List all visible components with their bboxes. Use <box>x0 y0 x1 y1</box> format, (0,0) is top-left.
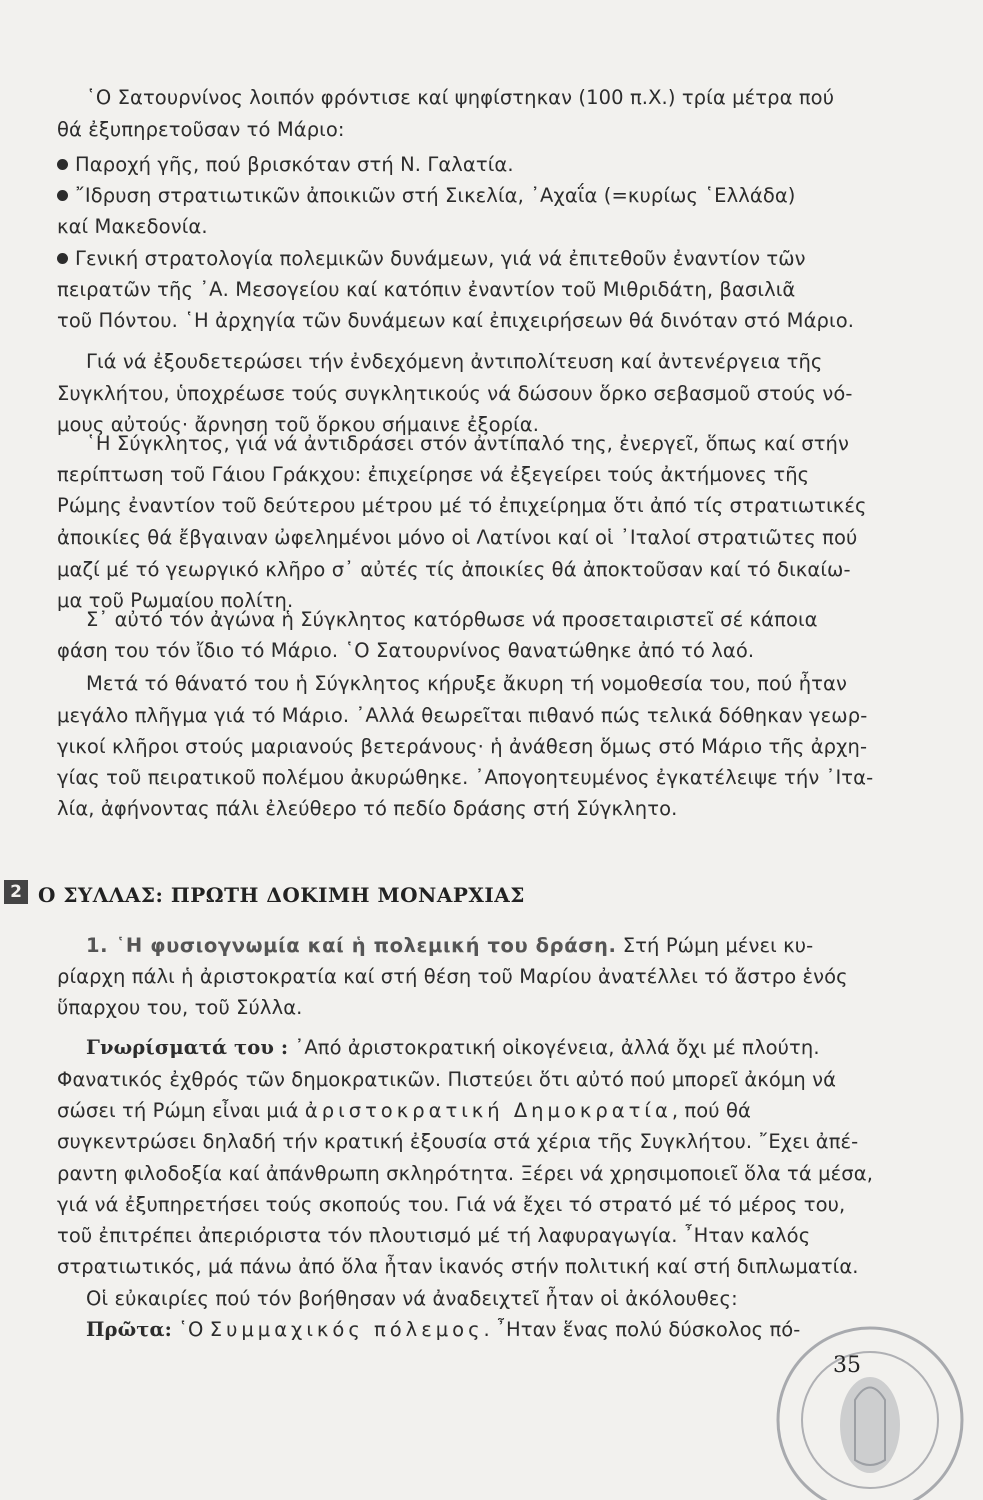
text-line: Οἱ εὐκαιρίες πού τόν βοήθησαν νά ἀναδειχτεῖ ἦταν οἱ ἀκόλουθες: <box>86 1287 738 1310</box>
text-line: πειρατῶν τῆς ᾿Α. Μεσογείου καί κατόπιν ἐναντίον τοῦ Μιθριδάτη, βασιλιᾶ <box>57 278 796 301</box>
text-line: μα τοῦ Ρωμαίου πολίτη. <box>57 589 294 612</box>
emphasized-term: ἀριστοκρατική Δημοκρατία <box>304 1099 672 1122</box>
text-line: Σ᾿ αὐτό τόν ἀγώνα ἡ Σύγκλητος κατόρθωσε νά προσεταιριστεῖ σέ κάποια <box>86 608 818 631</box>
bullet-item: ῎Ιδρυση στρατιωτικῶν ἀποικιῶν στή Σικελία, ᾿Αχαΐα (=κυρίως ῾Ελλάδα) <box>57 182 796 210</box>
text-line: θά ἐξυπηρετοῦσαν τό Μάριο: <box>57 118 345 141</box>
text-line: Φανατικός ἐχθρός τῶν δημοκρατικῶν. Πιστεύει ὅτι αὐτό πού μπορεῖ ἀκόμη νά <box>57 1068 837 1091</box>
text-line: περίπτωση τοῦ Γάιου Γράκχου: ἐπιχείρησε νά ἐξεγείρει τούς ἀκτήμονες τῆς <box>57 463 810 486</box>
text-line: Συγκλήτου, ὑποχρέωσε τούς συγκλητικούς νά δώσουν ὅρκο σεβασμοῦ στούς νό- <box>57 382 853 405</box>
text-line: μαζί μέ τό γεωργικό κλῆρο σ᾿ αὐτές τίς ἀποικίες θά ἀποκτοῦσαν καί τό δικαίω- <box>57 558 851 581</box>
traits-label: Γνωρίσματά του : <box>86 1036 289 1059</box>
text-line: Γιά νά ἐξουδετερώσει τήν ἐνδεχόμενη ἀντιπολίτευση καί ἀντενέργεια τῆς <box>86 350 823 373</box>
bullet-icon <box>57 159 68 170</box>
first-label: Πρῶτα: <box>86 1318 172 1341</box>
text-line: γικοί κλῆροι στούς μαριανούς βετεράνους· ἡ ἀνάθεση ὅμως στό Μάριο τῆς ἀρχη- <box>57 735 868 758</box>
text-line: γίας τοῦ πειρατικοῦ πολέμου ἀκυρώθηκε. ᾿Απογοητευμένος ἐγκατέλειψε τήν ᾿Ιτα- <box>57 766 874 789</box>
subheading-line: 1. ῾Η φυσιογνωμία καί ἡ πολεμική του δράση. Στή Ρώμη μένει κυ- <box>86 934 814 957</box>
subheading: 1. ῾Η φυσιογνωμία καί ἡ πολεμική του δράση. <box>86 934 617 957</box>
text-line: σώσει τή Ρώμη εἶναι μιά ἀριστοκρατική Δημοκρατία, πού θά <box>57 1099 751 1122</box>
text-line: γιά νά ἐξυπηρετήσει τούς σκοπούς του. Γιά νά ἔχει τό στρατό μέ τό μέρος του, <box>57 1193 846 1216</box>
text-line: μους αὐτούς· ἄρνηση τοῦ ὅρκου σήμαινε ἐξορία. <box>57 413 540 436</box>
text-line: Πρῶτα: ῾Ο Συμμαχικός πόλεμος. ῏Ηταν ἕνας πολύ δύσκολος πό- <box>86 1318 801 1341</box>
text-line: ῾Η Σύγκλητος, γιά νά ἀντιδράσει στόν ἀντίπαλό της, ἐνεργεῖ, ὅπως καί στήν <box>86 432 850 455</box>
library-stamp-icon <box>760 1320 980 1500</box>
text-line: τοῦ Πόντου. ῾Η ἀρχηγία τῶν δυνάμεων καί ἐπιχειρήσεων θά δινόταν στό Μάριο. <box>57 309 855 332</box>
bullet-icon <box>57 253 68 264</box>
text-line: μεγάλο πλῆγμα γιά τό Μάριο. ᾿Αλλά θεωρεῖται πιθανό πώς τελικά δόθηκαν γεωρ- <box>57 704 868 727</box>
text-line: Μετά τό θάνατό του ἡ Σύγκλητος κήρυξε ἄκυρη τή νομοθεσία του, πού ἦταν <box>86 672 847 695</box>
text-line: καί Μακεδονία. <box>57 215 208 238</box>
text-line: φάση του τόν ἴδιο τό Μάριο. ῾Ο Σατουρνίνος θανατώθηκε ἀπό τό λαό. <box>57 639 755 662</box>
section-number-badge: 2 <box>4 880 28 904</box>
text-line: ῾Ο Σατουρνίνος λοιπόν φρόντισε καί ψηφίστηκαν (100 π.Χ.) τρία μέτρα πού <box>86 86 835 109</box>
text-line: συγκεντρώσει δηλαδή τήν κρατική ἐξουσία στά χέρια τῆς Συγκλήτου. ῎Εχει ἀπέ- <box>57 1130 859 1153</box>
bullet-item: Παροχή γῆς, πού βρισκόταν στή Ν. Γαλατία. <box>57 151 514 179</box>
text-line: ἀποικίες θά ἔβγαιναν ὠφελημένοι μόνο οἱ Λατίνοι καί οἱ ᾿Ιταλοί στρατιῶτες πού <box>57 526 858 549</box>
page-number: 35 <box>833 1353 861 1378</box>
section-heading: Ο ΣΥΛΛΑΣ: ΠΡΩΤΗ ΔΟΚΙΜΗ ΜΟΝΑΡΧΙΑΣ <box>38 883 525 907</box>
bullet-icon <box>57 190 68 201</box>
text-line: Ρώμης ἐναντίον τοῦ δεύτερου μέτρου μέ τό ἐπιχείρημα ὅτι ἀπό τίς στρατιωτικές <box>57 494 867 517</box>
text-line: ὕπαρχου του, τοῦ Σύλλα. <box>57 996 303 1019</box>
text-line: ρίαρχη πάλι ἡ ἀριστοκρατία καί στή θέση τοῦ Μαρίου ἀνατέλλει τό ἄστρο ἑνός <box>57 965 848 988</box>
text-line: λία, ἀφήνοντας πάλι ἐλεύθερο τό πεδίο δράσης στή Σύγκλητο. <box>57 797 678 820</box>
text-line: στρατιωτικός, μά πάνω ἀπό ὅλα ἦταν ἱκανός στήν πολιτική καί στή διπλωματία. <box>57 1255 859 1278</box>
bullet-item: Γενική στρατολογία πολεμικῶν δυνάμεων, γιά νά ἐπιτεθοῦν ἐναντίον τῶν <box>57 245 806 273</box>
emphasized-term: Συμμαχικός πόλεμος <box>209 1318 484 1341</box>
text-line: τοῦ ἐπιτρέπει ἀπεριόριστα τόν πλουτισμό μέ τή λαφυραγωγία. ῏Ηταν καλός <box>57 1224 811 1247</box>
text-line: Γνωρίσματά του : ᾿Από ἀριστοκρατική οἰκογένεια, ἀλλά ὄχι μέ πλούτη. <box>86 1036 820 1059</box>
text-line: ραντη φιλοδοξία καί ἀπάνθρωπη σκληρότητα. Ξέρει νά χρησιμοποιεῖ ὅλα τά μέσα, <box>57 1162 874 1185</box>
